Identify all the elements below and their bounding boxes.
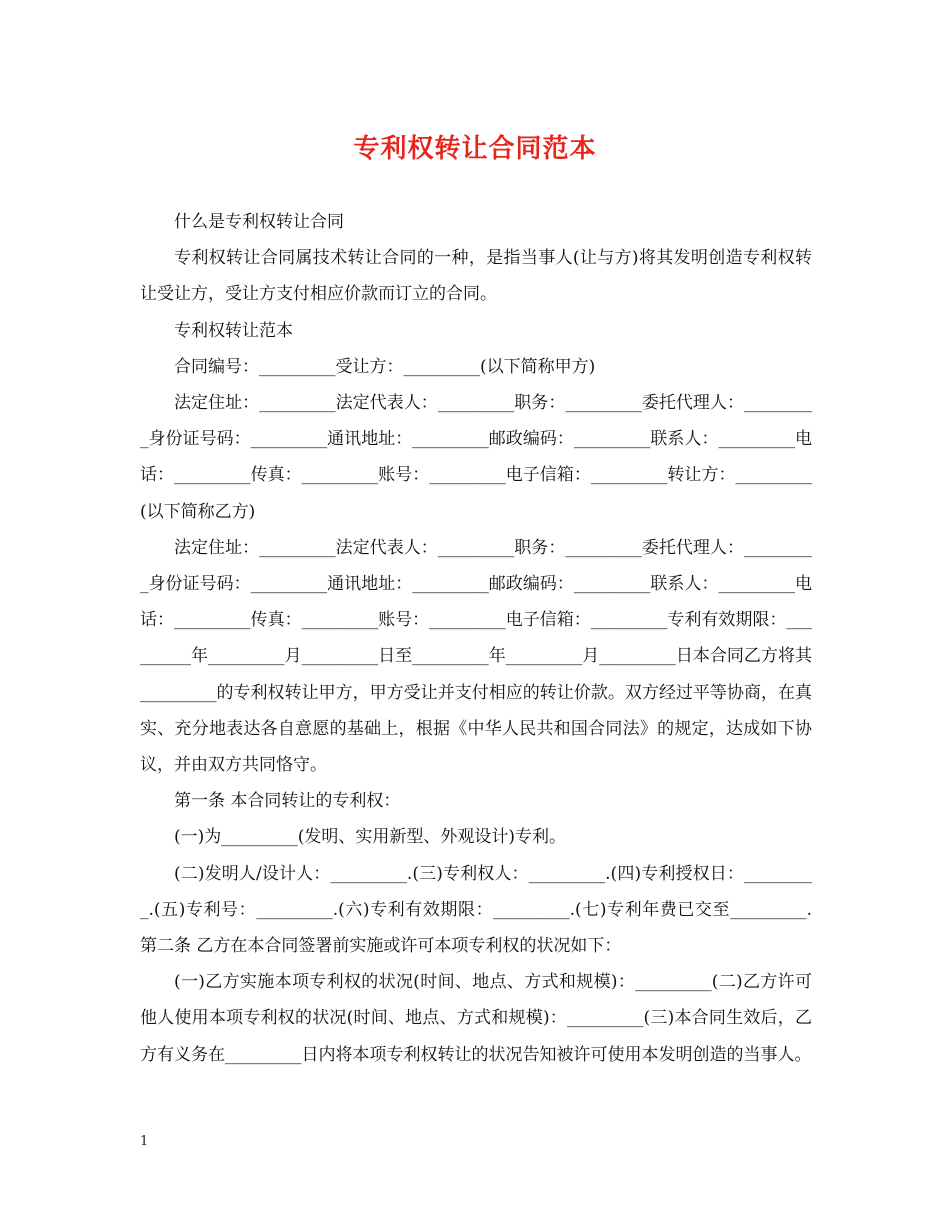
paragraph-party-a-info: 法定住址：_________法定代表人：_________职务：_________委托代理人：_________身份证号码：_________通讯地址：_________邮政编码：_________联系人：_________电话：_________传真：_________账号：_________电子信箱：_________转让方：_________(以下简称乙方): [140, 393, 812, 522]
paragraph-heading-definition: 什么是专利权转让合同: [174, 212, 344, 232]
paragraph-article-one-heading: 第一条 本合同转让的专利权：: [174, 791, 401, 812]
document-body: [140, 204, 812, 1073]
document-title: 专利权转让合同范本: [353, 134, 597, 164]
paragraph-clause-patent-type: (一)为_________(发明、实用新型、外观设计)专利。: [174, 827, 567, 848]
paragraph-clause-implementation: (一)乙方实施本项专利权的状况(时间、地点、方式和规模)：_________(二)乙方许可他人使用本项专利权的状况(时间、地点、方式和规模)：_________(三)本合同生效后，乙方有义务在_________日内将本项专利权转让的状况告知被许可使用本发明创造的当事人。: [140, 972, 812, 1065]
paragraph-definition: 专利权转让合同属技术转让合同的一种，是指当事人(让与方)将其发明创造专利权转让受让方，受让方支付相应价款而订立的合同。: [140, 248, 812, 305]
page-number: 1: [140, 1134, 149, 1149]
paragraph-clause-patent-details: (二)发明人/设计人：_________.(三)专利权人：_________.(四)专利授权日：_________.(五)专利号：_________.(六)专利有效期限：_________.(七)专利年费已交至_________.第二条 乙方在本合同签署前实施或许可本项专利权的状况如下：: [140, 863, 812, 957]
paragraph-contract-number: 合同编号：_________受让方：_________(以下简称甲方): [174, 356, 596, 377]
paragraph-heading-template: 专利权转让范本: [174, 320, 293, 341]
paragraph-party-b-info: 法定住址：_________法定代表人：_________职务：_________委托代理人：_________身份证号码：_________通讯地址：_________邮政编码：_________联系人：_________电话：_________传真：_________账号：_________电子信箱：_________专利有效期限：_________年_________月_________日至_________年_________月_________日本合同乙方将其_________的专利权转让甲方，甲方受让并支付相应的转让价款。双方经过平等协商，在真实、充分地表达各自意愿的基础上，根据《中华人民共和国合同法》的规定，达成如下协议，并由双方共同恪守。: [140, 537, 812, 776]
